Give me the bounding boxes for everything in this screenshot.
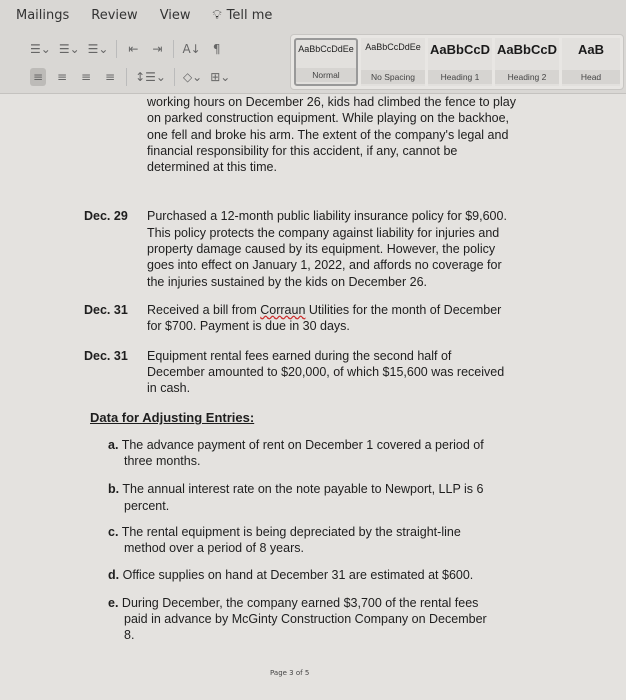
line-spacing-icon[interactable]: ↕☰⌄ xyxy=(135,70,166,84)
continued-paragraph: working hours on December 26, kids had climbed the fence to play on parked construction equipment. While playing on the backhoe, one fell and broke his arm. The extent of the company's legal and financial responsibility for this accident, if any, cannot be determined at this time. xyxy=(147,95,516,175)
tell-me[interactable] xyxy=(213,8,273,23)
style-heading-1[interactable] xyxy=(428,38,492,86)
item-letter: e. xyxy=(108,595,119,610)
pilcrow-icon[interactable]: ¶ xyxy=(212,42,221,56)
divider xyxy=(116,40,117,58)
item-letter: d. xyxy=(108,567,120,582)
style-preview: AaBbCcD xyxy=(497,42,557,57)
adjusting-item xyxy=(108,437,498,470)
justify-icon[interactable]: ≡ xyxy=(105,70,116,84)
tab-review[interactable]: Review xyxy=(91,8,138,23)
item-letter: c. xyxy=(108,524,119,539)
style-normal[interactable] xyxy=(294,38,358,86)
bullets-icon[interactable]: ☰⌄ xyxy=(30,42,51,56)
entry-date: Dec. 29 xyxy=(84,209,128,224)
adjusting-item xyxy=(108,595,498,644)
sort-icon[interactable]: A↓ xyxy=(182,42,201,56)
item-text: The annual interest rate on the note payable to Newport, LLP is 6 percent. xyxy=(122,482,484,513)
item-text: The rental equipment is being depreciated by the straight-line method over a period of 8 years. xyxy=(121,524,461,556)
style-name: Head xyxy=(562,70,620,84)
style-preview: AaBbCcD xyxy=(430,42,490,57)
style-name: Heading 2 xyxy=(495,70,559,84)
numbering-icon[interactable]: ☰⌄ xyxy=(58,42,80,56)
item-text: Office supplies on hand at December 31 are estimated at $600. xyxy=(122,567,474,582)
multilevel-list-icon[interactable]: ☰⌄ xyxy=(87,42,109,56)
entry xyxy=(84,208,626,289)
item-letter: b. xyxy=(108,482,120,497)
style-name: Heading 1 xyxy=(428,70,492,84)
divider xyxy=(173,40,174,58)
style-preview: AaBbCcDdEe xyxy=(298,44,354,54)
decrease-indent-icon[interactable]: ⇤ xyxy=(128,42,139,56)
entry-date: Dec. 31 xyxy=(84,302,128,317)
adjusting-item xyxy=(108,567,498,583)
adjusting-item xyxy=(108,524,498,557)
ribbon-tabs xyxy=(16,8,272,23)
align-right-icon[interactable]: ≡ xyxy=(81,70,92,84)
borders-icon[interactable]: ⊞⌄ xyxy=(210,70,231,84)
style-heading-3[interactable] xyxy=(562,38,620,86)
tab-mailings[interactable]: Mailings xyxy=(16,8,70,23)
style-no-spacing[interactable] xyxy=(361,38,425,86)
adjusting-item xyxy=(108,481,498,514)
tell-me-label: Tell me xyxy=(226,8,273,23)
shading-icon[interactable]: ◇⌄ xyxy=(182,70,203,84)
entry xyxy=(84,348,626,397)
styles-gallery xyxy=(290,34,624,90)
document-page[interactable] xyxy=(0,94,626,644)
item-text: The advance payment of rent on December 1 covered a period of three months. xyxy=(121,437,484,469)
text: Utilities for the month of December for $700. Payment is due in 30 days. xyxy=(147,302,502,334)
increase-indent-icon[interactable]: ⇥ xyxy=(152,42,163,56)
paragraph-row-2 xyxy=(30,68,230,86)
style-preview: AaBbCcDdEe xyxy=(365,42,421,52)
style-name: No Spacing xyxy=(361,70,425,84)
entry-text: Equipment rental fees earned during the second half of December amounted to $20,000, of which $15,600 was received in cash. xyxy=(147,348,505,396)
tab-view[interactable]: View xyxy=(159,8,191,23)
item-text: During December, the company earned $3,700 of the rental fees paid in advance by McGinty Construction Company on December 8. xyxy=(121,595,487,643)
entry xyxy=(84,302,626,335)
divider xyxy=(126,68,127,86)
section-heading: Data for Adjusting Entries: xyxy=(90,410,255,426)
paragraph-row-1 xyxy=(30,40,225,58)
page-number: Page 3 of 5 xyxy=(270,669,310,677)
align-center-icon[interactable]: ≡ xyxy=(57,70,68,84)
lightbulb-icon: 💡︎ xyxy=(212,8,222,23)
style-preview: AaB xyxy=(577,42,604,57)
style-name: Normal xyxy=(296,68,356,82)
item-letter: a. xyxy=(108,437,119,452)
entry-text xyxy=(147,302,507,335)
entry-date: Dec. 31 xyxy=(84,348,128,363)
ribbon xyxy=(0,0,626,94)
style-heading-2[interactable] xyxy=(495,38,559,86)
align-left-icon[interactable]: ≡ xyxy=(30,68,46,86)
misspelled-word: Corraun xyxy=(260,302,306,317)
entry-text: Purchased a 12-month public liability insurance policy for $9,600. This policy protects the company against liability for injuries and property damage caused by its equipment. However, the policy goes into effect on January 1, 2022, and affords no coverage for the injuries sustained by the kids on December 26. xyxy=(147,209,507,289)
divider xyxy=(174,68,175,86)
text: Received a bill from xyxy=(147,302,261,317)
